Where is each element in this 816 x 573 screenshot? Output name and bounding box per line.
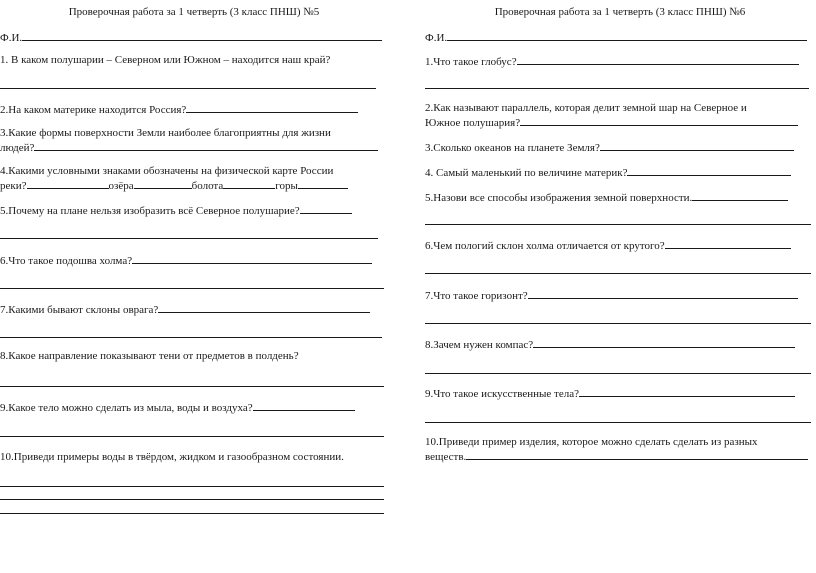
answer-line[interactable] xyxy=(425,273,811,274)
question-3-line2: людей? xyxy=(0,142,35,154)
question-4-row xyxy=(425,165,791,180)
question-3-line1: 3.Какие формы поверхности Земли наиболее благоприятны для жизни xyxy=(0,127,331,139)
question-6-row xyxy=(425,238,791,253)
question-5: 5.Почему на плане нельзя изобразить всё Северное полушарие? xyxy=(0,205,300,217)
question-1: 1.Что такое глобус? xyxy=(425,56,517,68)
q4-lakes-label: озёра xyxy=(108,180,134,192)
answer-blank[interactable] xyxy=(298,178,348,189)
answer-line[interactable] xyxy=(0,288,384,289)
answer-line[interactable] xyxy=(0,386,384,387)
question-2-line2: Южное полушария? xyxy=(425,117,521,129)
answer-blank[interactable] xyxy=(134,178,192,189)
answer-blank[interactable] xyxy=(533,337,795,348)
question-7: 7.Что такое горизонт? xyxy=(425,290,528,302)
question-4-row xyxy=(0,178,348,193)
question-3: 3.Сколько океанов на планете Земля? xyxy=(425,142,600,154)
answer-blank[interactable] xyxy=(466,449,808,460)
question-9: 9.Какое тело можно сделать из мыла, воды и воздуха? xyxy=(0,402,253,414)
fio-row-6 xyxy=(425,30,807,45)
answer-line[interactable] xyxy=(0,513,384,514)
answer-blank[interactable] xyxy=(27,178,109,189)
question-9-row xyxy=(425,386,795,401)
worksheet-5-title: Проверочная работа за 1 четверть (3 класс ПНШ) №5 xyxy=(68,6,320,18)
answer-blank[interactable] xyxy=(517,54,799,65)
answer-line[interactable] xyxy=(0,499,384,500)
question-9-row xyxy=(0,400,355,415)
question-6: 6.Чем пологий склон холма отличается от крутого? xyxy=(425,240,665,252)
answer-blank[interactable] xyxy=(34,140,378,151)
fio-answer-blank[interactable] xyxy=(447,30,807,41)
answer-blank[interactable] xyxy=(132,253,372,264)
q4-swamps-label: болота xyxy=(191,180,224,192)
question-3-row xyxy=(425,140,794,155)
answer-blank[interactable] xyxy=(692,190,788,201)
fio-label: Ф.И. xyxy=(0,32,23,44)
answer-line[interactable] xyxy=(0,238,378,239)
question-9: 9.Что такое искусственные тела? xyxy=(425,388,579,400)
answer-blank[interactable] xyxy=(600,140,794,151)
question-10: 10.Приведи примеры воды в твёрдом, жидком и газообразном состоянии. xyxy=(0,451,344,463)
answer-line[interactable] xyxy=(0,436,384,437)
question-10-line1: 10.Приведи пример изделия, которое можно сделать сделать из разных xyxy=(425,436,758,448)
question-3-row xyxy=(0,140,378,155)
fio-label: Ф.И. xyxy=(425,32,448,44)
question-1: 1. В каком полушарии – Северном или Южном – находится наш край? xyxy=(0,54,331,66)
question-8: 8.Какое направление показывают тени от предметов в полдень? xyxy=(0,350,299,362)
question-1-row xyxy=(425,54,799,69)
question-2: 2.На каком материке находится Россия? xyxy=(0,104,187,116)
question-8-row xyxy=(425,337,795,352)
answer-line[interactable] xyxy=(0,88,376,89)
question-7: 7.Какими бывают склоны оврага? xyxy=(0,304,159,316)
answer-line[interactable] xyxy=(425,422,811,423)
question-8: 8.Зачем нужен компас? xyxy=(425,339,534,351)
question-5-row xyxy=(425,190,788,205)
answer-line[interactable] xyxy=(425,224,811,225)
question-5-row xyxy=(0,203,352,218)
answer-blank[interactable] xyxy=(253,400,355,411)
q4-rivers-label: реки? xyxy=(0,180,27,192)
answer-line[interactable] xyxy=(0,337,382,338)
fio-answer-blank[interactable] xyxy=(22,30,382,41)
answer-blank[interactable] xyxy=(579,386,795,397)
answer-line[interactable] xyxy=(425,373,811,374)
question-7-row xyxy=(425,288,798,303)
question-4: 4. Самый маленький по величине материк? xyxy=(425,167,628,179)
question-10-line2: веществ. xyxy=(425,451,467,463)
q4-mountains-label: горы xyxy=(275,180,298,192)
question-2-line1: 2.Как называют параллель, которая делит земной шар на Северное и xyxy=(425,102,747,114)
answer-blank[interactable] xyxy=(158,302,370,313)
answer-line[interactable] xyxy=(425,88,809,89)
worksheet-6-title: Проверочная работа за 1 четверть (3 класс ПНШ) №6 xyxy=(494,6,746,18)
question-2-row xyxy=(0,102,358,117)
question-4-line1: 4.Какими условными знаками обозначены на физической карте России xyxy=(0,165,334,177)
answer-line[interactable] xyxy=(425,323,811,324)
answer-line[interactable] xyxy=(0,486,384,487)
answer-blank[interactable] xyxy=(223,178,275,189)
question-2-row xyxy=(425,115,798,130)
answer-blank[interactable] xyxy=(186,102,358,113)
question-6-row xyxy=(0,253,372,268)
question-7-row xyxy=(0,302,370,317)
question-6: 6.Что такое подошва холма? xyxy=(0,255,133,267)
answer-blank[interactable] xyxy=(528,288,798,299)
question-10-row xyxy=(425,449,808,464)
answer-blank[interactable] xyxy=(627,165,791,176)
answer-blank[interactable] xyxy=(300,203,352,214)
fio-row-5 xyxy=(0,30,382,45)
answer-blank[interactable] xyxy=(520,115,798,126)
question-5: 5.Назови все способы изображения земной поверхности. xyxy=(425,192,693,204)
answer-blank[interactable] xyxy=(665,238,791,249)
